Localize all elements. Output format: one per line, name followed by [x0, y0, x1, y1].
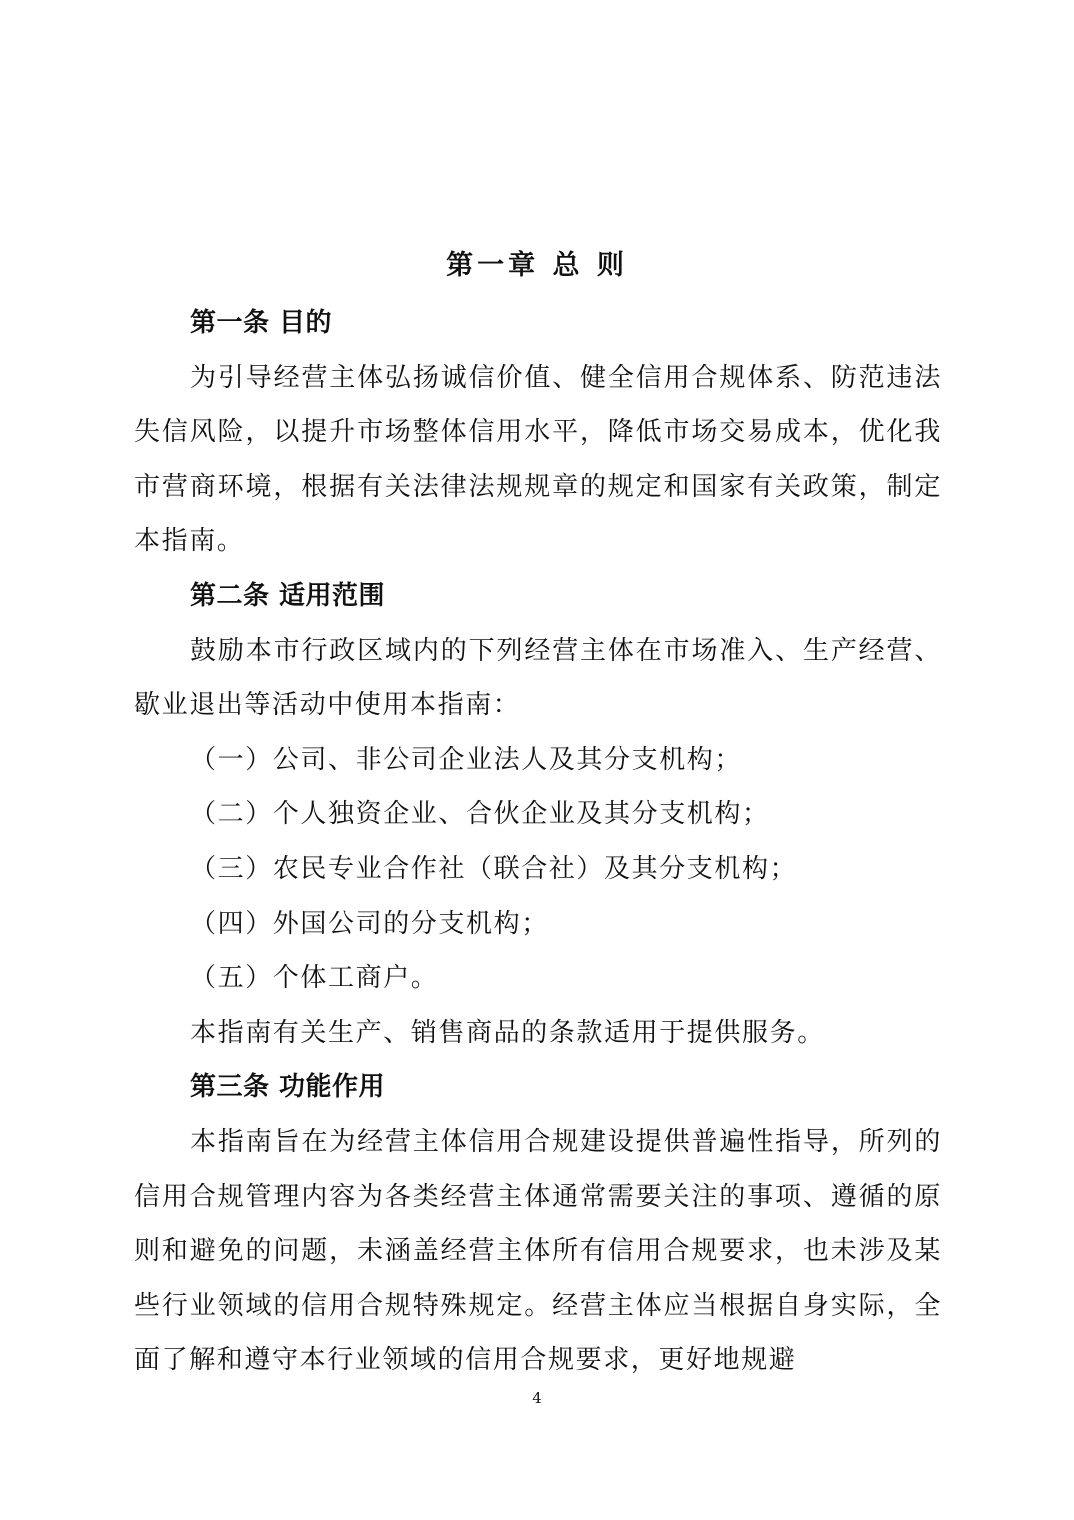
article-2-list-item-5: （五）个体工商户。 [190, 963, 439, 994]
article-1-heading: 第一条 目的 [190, 308, 333, 338]
article-2-list-item-3: （三）农民专业合作社（联合社）及其分支机构； [190, 853, 798, 884]
article-2-list-item-4: （四）外国公司的分支机构； [190, 908, 549, 939]
article-2-paragraph-2: 本指南有关生产、销售商品的条款适用于提供服务。 [190, 1017, 825, 1048]
article-3-heading: 第三条 功能作用 [190, 1072, 386, 1103]
page-number: 4 [532, 1389, 542, 1407]
body-text [134, 296, 942, 1388]
article-3-paragraph-1: 本指南旨在为经营主体信用合规建设提供普遍性指导，所列的信用合规管理内容为各类经营主体通常需要关注的事项、遵循的原则和避免的问题，未涵盖经营主体所有信用合规要求，也未涉及某些行业领域的信用合规特殊规定。经营主体应当根据自身实际，全面了解和遵守本行业领域的信用合规要求，更好地规避 [134, 1126, 942, 1376]
article-2-heading: 第二条 适用范围 [190, 580, 386, 611]
article-2-paragraph-1: 鼓励本市行政区域内的下列经营主体在市场准入、生产经营、歇业退出等活动中使用本指南： [134, 635, 942, 721]
article-2-list-item-1: （一）公司、非公司企业法人及其分支机构； [190, 744, 743, 775]
article-2-list-item-2: （二）个人独资企业、合伙企业及其分支机构； [190, 799, 770, 830]
chapter-title: 第一章 总 则 [446, 250, 628, 281]
article-1-paragraph-1: 为引导经营主体弘扬诚信价值、健全信用合规体系、防范违法失信风险，以提升市场整体信用水平，降低市场交易成本，优化我市营商环境，根据有关法律法规规章的规定和国家有关政策，制定本指南。 [134, 362, 942, 557]
